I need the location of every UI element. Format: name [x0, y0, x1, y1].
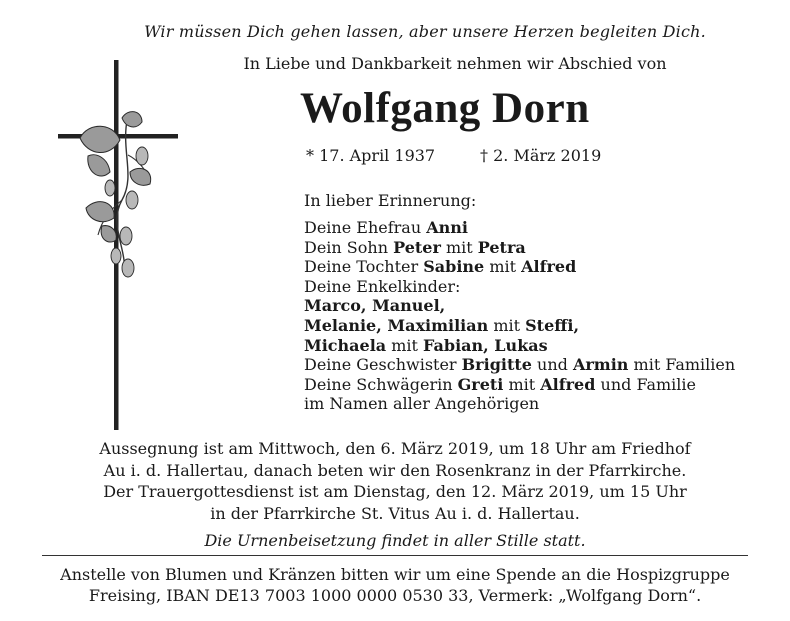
mourner-name: Brigitte	[461, 355, 532, 375]
mourner-name: Steffi,	[525, 315, 580, 335]
mourner-line	[304, 375, 735, 395]
cross-with-hop-vine-icon	[58, 60, 178, 430]
mourner-text: mit	[484, 257, 522, 277]
mourner-line	[304, 277, 735, 297]
birth-date: * 17. April 1937	[306, 146, 436, 165]
service-info	[0, 438, 790, 524]
mourner-name: Greti	[457, 374, 504, 394]
mourner-line	[304, 394, 735, 414]
mourner-name: Fabian, Lukas	[423, 335, 548, 355]
donation-line: Freising, IBAN DE13 7003 1000 0000 0530 33, Vermerk: „Wolfgang Dorn“.	[88, 586, 702, 605]
mourner-line	[304, 296, 735, 316]
memory-heading: In lieber Erinnerung:	[304, 191, 477, 210]
mourner-line	[304, 218, 735, 238]
mourner-line	[304, 238, 735, 258]
divider	[42, 555, 748, 556]
mourner-name: Michaela	[304, 335, 387, 355]
mourner-text: Deine Tochter	[304, 257, 424, 277]
mourner-text: Dein Sohn	[304, 237, 394, 257]
mourner-line	[304, 316, 735, 336]
service-line: in der Pfarrkirche St. Vitus Au i. d. Hallertau.	[210, 503, 580, 523]
mourner-line	[304, 257, 735, 277]
intro-line: In Liebe und Dankbarkeit nehmen wir Abschied von	[243, 54, 667, 73]
deceased-name: Wolfgang Dorn	[300, 85, 590, 132]
mourner-name: Alfred	[521, 257, 577, 277]
mourner-name: Melanie, Maximilian	[304, 315, 489, 335]
service-line: Aussegnung ist am Mittwoch, den 6. März 2019, um 18 Uhr am Friedhof	[99, 439, 691, 458]
mourners-list	[304, 218, 735, 414]
mourner-text: Deine Schwägerin	[304, 374, 458, 394]
mourner-text: mit	[386, 335, 424, 355]
mourner-text: Deine Geschwister	[304, 355, 462, 375]
mourner-text: mit	[503, 374, 541, 394]
mourner-name: Peter	[393, 237, 441, 257]
mourner-name: Armin	[572, 355, 629, 375]
mourner-name: Petra	[477, 237, 526, 257]
mourner-text: mit Familien	[628, 355, 736, 375]
mourner-text: im Namen aller Angehörigen	[304, 394, 540, 414]
mourner-name: Anni	[426, 218, 468, 237]
mourner-text: Deine Enkelkinder:	[304, 276, 461, 296]
mourner-text: mit	[488, 315, 526, 335]
mourner-text: und Familie	[595, 374, 696, 394]
service-line: Der Trauergottesdienst ist am Dienstag, den 12. März 2019, um 15 Uhr	[103, 482, 687, 501]
donation-info	[0, 564, 790, 606]
mourner-text: Deine Ehefrau	[304, 218, 427, 237]
donation-line: Anstelle von Blumen und Kränzen bitten wir um eine Spende an die Hospizgruppe	[60, 565, 730, 584]
service-line: Au i. d. Hallertau, danach beten wir den Rosenkranz in der Pfarrkirche.	[103, 460, 687, 480]
death-date: † 2. März 2019	[480, 146, 602, 165]
mourner-line	[304, 336, 735, 356]
mourner-text: und	[531, 355, 573, 375]
urn-note: Die Urnenbeisetzung findet in aller Stille statt.	[204, 531, 586, 550]
mourner-line	[304, 355, 735, 375]
mourner-name: Sabine	[423, 257, 485, 277]
motto: Wir müssen Dich gehen lassen, aber unsere Herzen begleiten Dich.	[144, 22, 706, 41]
mourner-name: Marco, Manuel,	[304, 296, 446, 316]
mourner-name: Alfred	[540, 374, 596, 394]
mourner-text: mit	[440, 237, 478, 257]
